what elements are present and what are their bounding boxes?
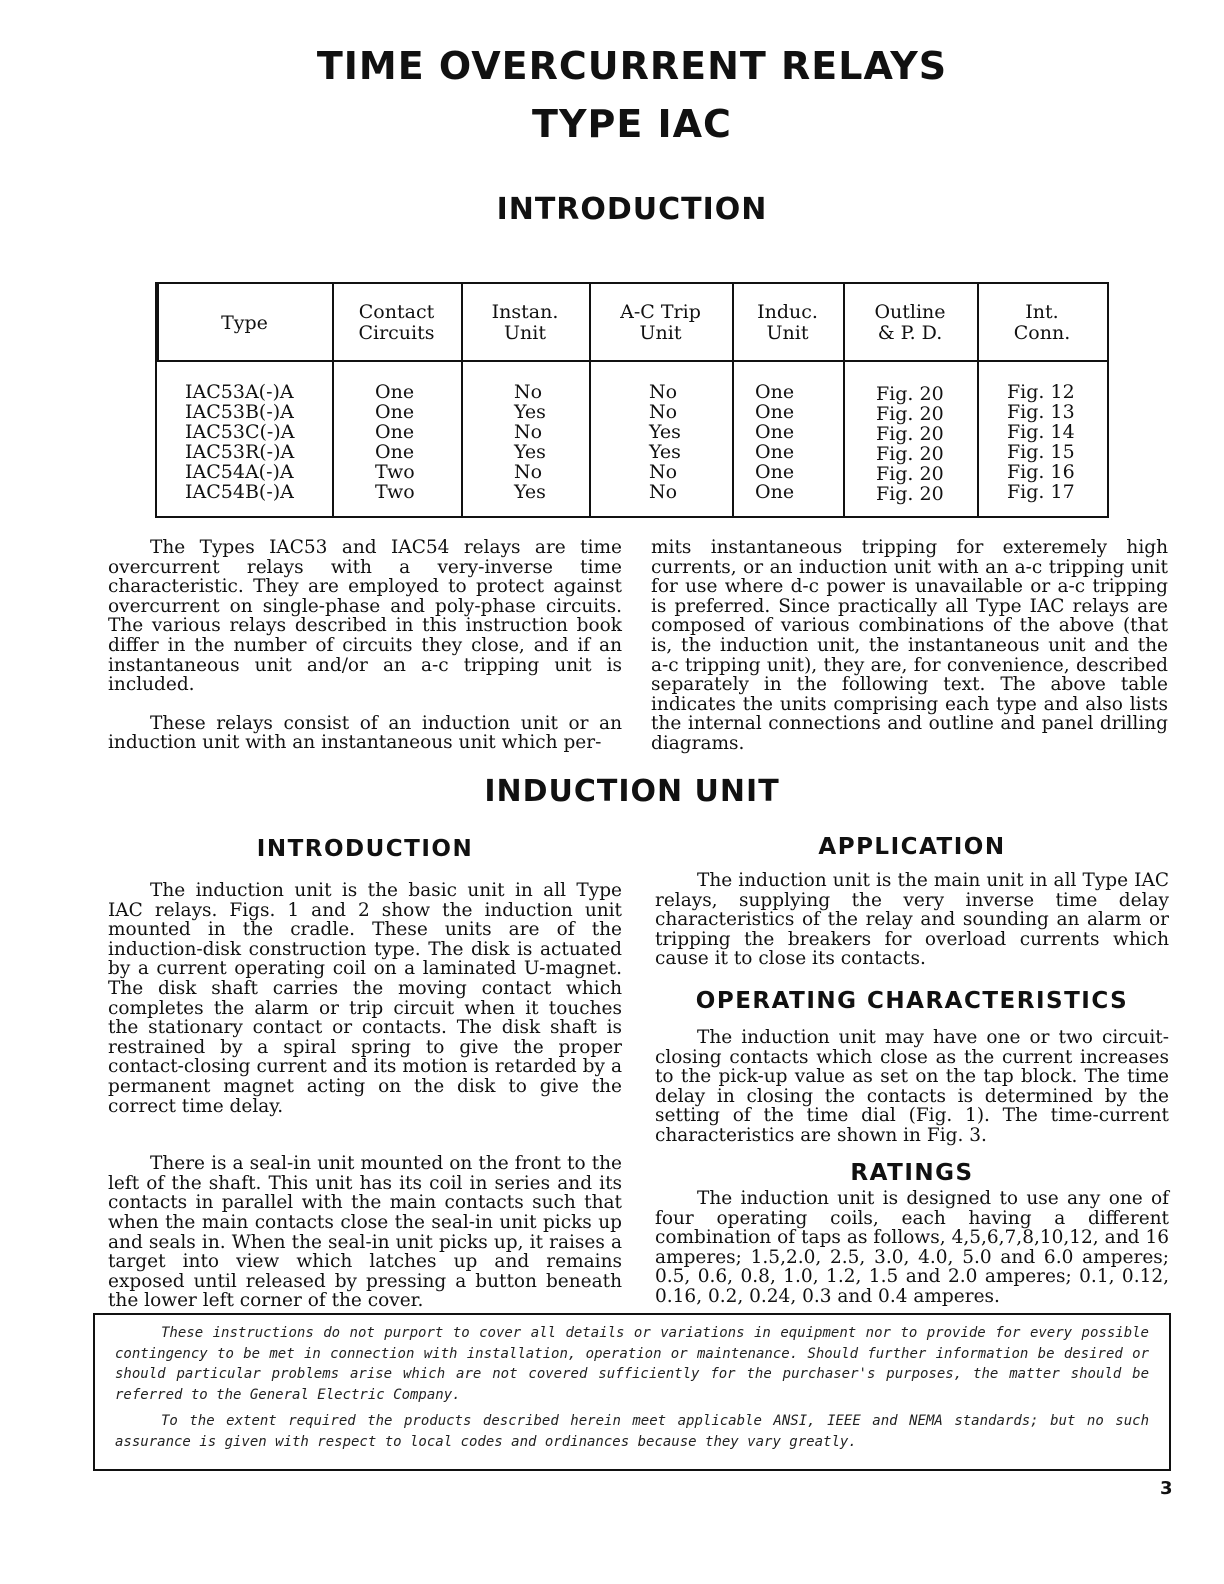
table-cell: Yes xyxy=(514,401,546,423)
introduction-heading: INTRODUCTION xyxy=(496,192,768,227)
table-cell: One xyxy=(375,381,415,403)
induction-intro-text xyxy=(108,881,622,1330)
table-cell: IAC53R(-)A xyxy=(185,441,295,463)
table-cell: One xyxy=(375,421,415,443)
outline-pd-column xyxy=(876,384,944,504)
operating-characteristics-text xyxy=(655,1028,1169,1165)
table-cell: Fig. 20 xyxy=(876,423,944,445)
ratings-text xyxy=(655,1189,1169,1326)
column-header-int-conn: Int. Conn. xyxy=(1013,301,1071,344)
table-cell: Fig. 20 xyxy=(876,383,944,405)
contact-circuits-column xyxy=(375,382,415,502)
ratings-heading: RATINGS xyxy=(850,1160,974,1186)
int-conn-column xyxy=(1007,382,1075,502)
table-cell: One xyxy=(375,441,415,463)
table-cell: IAC53A(-)A xyxy=(185,381,294,403)
disclaimer-paragraph-1: These instructions do not purport to cover all details or variations in equipment nor to provide for every possible contingency to be met in connection with installation, operation or maintenance. Should further information be desired or should particular problems arise which are not covered sufficiently for the purchaser's purposes, the matter should be referred to the General Electric Company. xyxy=(115,1325,1149,1403)
table-cell: No xyxy=(514,381,543,403)
table-cell: IAC54A(-)A xyxy=(185,461,294,483)
operating-characteristics-heading: OPERATING CHARACTERISTICS xyxy=(695,988,1129,1014)
table-cell: No xyxy=(514,461,543,483)
disclaimer-paragraph-2: To the extent required the products described herein meet applicable ANSI, IEEE and NEMA standards; but no such assurance is given with respect to local codes and ordinances because they vary greatly. xyxy=(115,1413,1149,1450)
table-cell: Two xyxy=(375,481,415,503)
disclaimer-notice xyxy=(93,1313,1171,1471)
table-cell: One xyxy=(375,401,415,423)
intro-right-column xyxy=(651,538,1168,773)
table-cell: Fig. 17 xyxy=(1007,481,1075,503)
table-cell: Fig. 20 xyxy=(876,483,944,505)
table-cell: Two xyxy=(375,461,415,483)
induction-intro-paragraph-1: The induction unit is the basic unit in all Type IAC relays. Figs. 1 and 2 show the induction unit mounted in the cradle. These units are of the induction-disk construction type. The disk is actuated by a current operating coil on a laminated U-magnet. The disk shaft carries the moving contact which completes the alarm or trip circuit when it touches the stationary contact or contacts. The disk shaft is restrained by a spiral spring to give the proper contact-closing current and its motion is retarded by a permanent magnet acting on the disk to give the correct time delay. xyxy=(108,880,622,1117)
intro-paragraph-1: The Types IAC53 and IAC54 relays are time overcurrent relays with a very-inverse time characteristic. They are employed to protect against overcurrent on single-phase and poly-phase circuits. The various relays described in this instruction book differ in the number of circuits they close, and if an instantaneous unit and/or an a-c tripping unit is included. xyxy=(108,537,622,696)
induction-unit-heading: INDUCTION UNIT xyxy=(484,774,780,809)
application-paragraph: The induction unit is the main unit in all Type IAC relays, supplying the very inverse time delay characteristics of the relay and sounding an alarm or tripping the breakers for overload currents which cause it to close its contacts. xyxy=(655,870,1169,970)
column-header-outline-pd: Outline & P. D. xyxy=(874,301,946,344)
table-cell: Fig. 15 xyxy=(1007,441,1075,463)
ratings-paragraph: The induction unit is designed to use any one of four operating coils, each having a different combination of taps as follows, 4,5,6,7,8,10,12, and 16 amperes; 1.5,2.0, 2.5, 3.0, 4.0, 5.0 and 6.0 amperes; 0.5, 0.6, 0.8, 1.0, 1.2, 1.5 and 2.0 amperes; 0.1, 0.12, 0.16, 0.2, 0.24, 0.3 and 0.4 amperes. xyxy=(655,1188,1169,1307)
table-cell: Yes xyxy=(514,481,546,503)
column-header-ac-trip-unit: A-C Trip Unit xyxy=(620,301,701,344)
table-cell: One xyxy=(755,481,795,503)
table-cell: One xyxy=(755,461,795,483)
table-cell: No xyxy=(649,381,678,403)
table-cell: One xyxy=(755,401,795,423)
table-cell: One xyxy=(755,441,795,463)
column-header-induc-unit: Induc. Unit xyxy=(757,301,818,344)
induction-intro-paragraph-2: There is a seal-in unit mounted on the front to the left of the shaft. This unit has its coil in series and its contacts in parallel with the main contacts such that when the main contacts close the seal-in unit picks up and seals in. When the seal-in unit picks up, it raises a target into view which latches up and remains exposed until released by pressing a button beneath the lower left corner of the cover. xyxy=(108,1153,622,1312)
type-column xyxy=(185,382,294,502)
table-cell: Fig. 20 xyxy=(876,443,944,465)
table-cell: IAC54B(-)A xyxy=(185,481,294,503)
application-text xyxy=(655,871,1169,988)
intro-paragraph-3: mits instantaneous tripping for exteremely high currents, or an induction unit with an a-c tripping unit for use where d-c power is unavailable or a-c tripping is preferred. Since practically all Type IAC relays are composed of various combinations of the above (that is, the induction unit, the instantaneous unit and the a-c tripping unit), they are, for convenience, described separately in the following text. The above table indicates the units comprising each type and also lists the internal connections and outline and panel drilling diagrams. xyxy=(651,537,1168,754)
column-header-instan-unit: Instan. Unit xyxy=(491,301,559,344)
operating-characteristics-paragraph: The induction unit may have one or two circuit-closing contacts which close as the current increases to the pick-up value as set on the tap block. The time delay in closing the contacts is determined by the setting of the time dial (Fig. 1). The time-current characteristics are shown in Fig. 3. xyxy=(655,1027,1169,1146)
table-cell: Fig. 13 xyxy=(1007,401,1075,423)
ac-trip-unit-column xyxy=(649,382,681,502)
induc-unit-column xyxy=(755,382,794,502)
table-cell: IAC53B(-)A xyxy=(185,401,294,423)
page-title: TIME OVERCURRENT RELAYS xyxy=(316,44,948,88)
intro-paragraph-2: These relays consist of an induction unit or an induction unit with an instantaneous unit which per- xyxy=(108,712,622,754)
column-header-contact-circuits: Contact Circuits xyxy=(358,301,435,344)
table-cell: Fig. 20 xyxy=(876,403,944,425)
application-heading: APPLICATION xyxy=(818,834,1006,860)
table-cell: IAC53C(-)A xyxy=(185,421,295,443)
table-cell: Yes xyxy=(514,441,546,463)
table-cell: No xyxy=(649,461,678,483)
table-cell: Fig. 16 xyxy=(1007,461,1075,483)
table-cell: Fig. 12 xyxy=(1007,381,1075,403)
table-cell: Yes xyxy=(649,441,681,463)
table-cell: No xyxy=(649,481,678,503)
table-cell: No xyxy=(649,401,678,423)
relay-types-table xyxy=(155,282,1109,518)
table-cell: Fig. 14 xyxy=(1007,421,1075,443)
table-cell: One xyxy=(755,381,795,403)
table-cell: Fig. 20 xyxy=(876,463,944,485)
page-number: 3 xyxy=(1160,1478,1173,1499)
page-subtitle: TYPE IAC xyxy=(532,102,732,146)
instan-unit-column xyxy=(514,382,546,502)
table-cell: Yes xyxy=(649,421,681,443)
induction-intro-heading: INTRODUCTION xyxy=(256,836,474,862)
table-cell: No xyxy=(514,421,543,443)
table-cell: One xyxy=(755,421,795,443)
column-header-type: Type xyxy=(221,311,268,334)
intro-left-column xyxy=(108,538,622,772)
